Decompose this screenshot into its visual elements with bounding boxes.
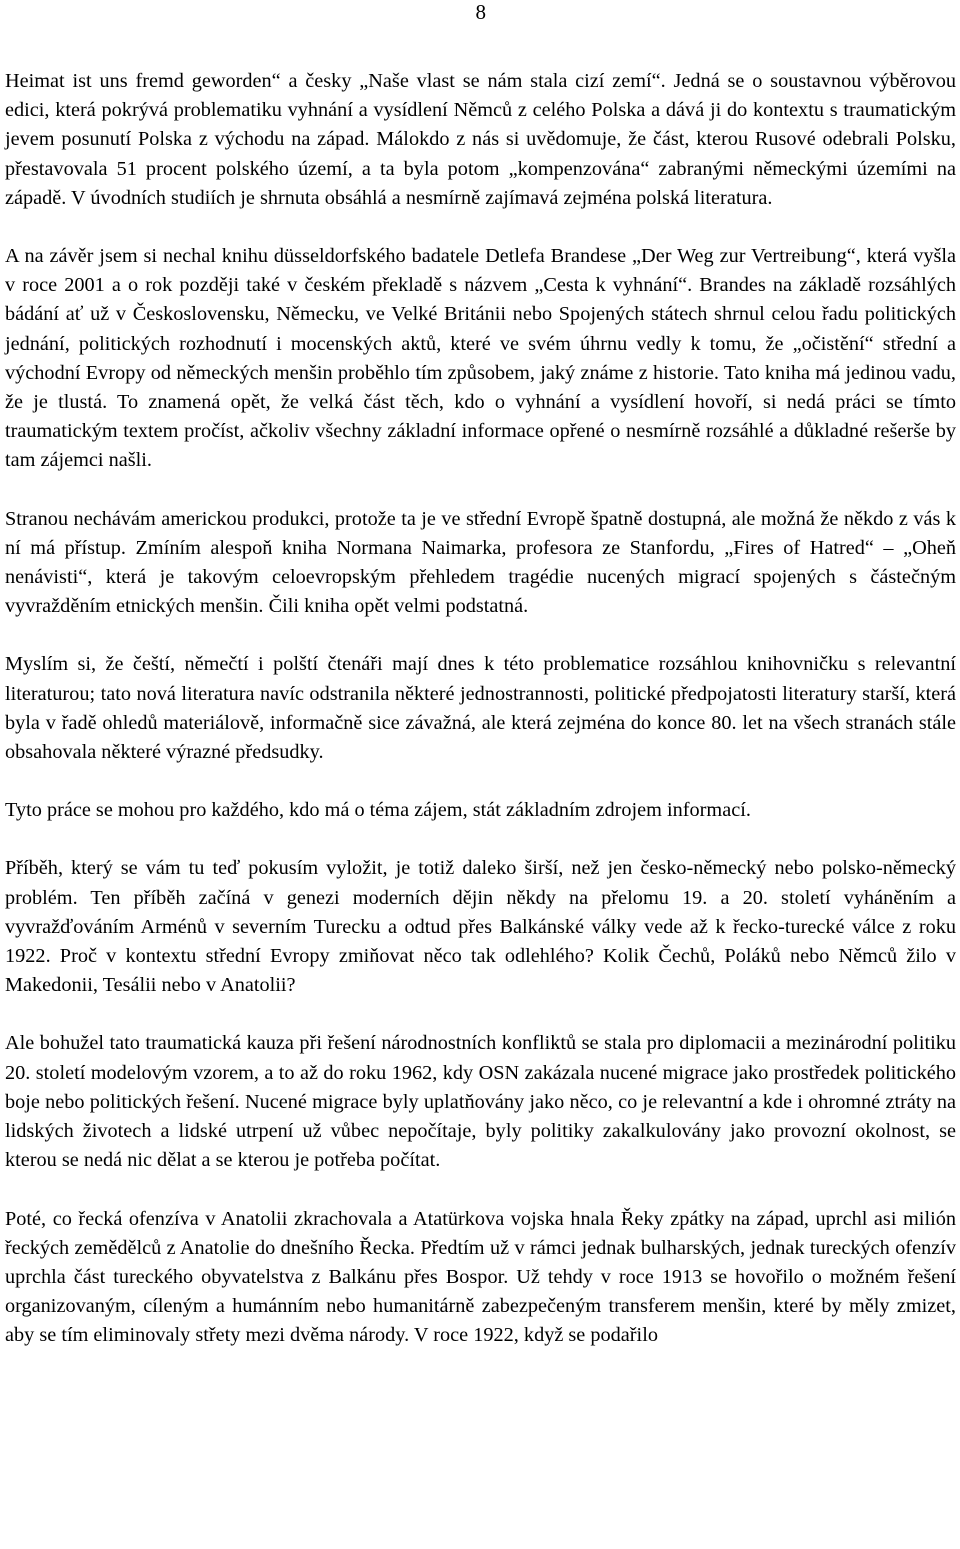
- paragraph-5: Tyto práce se mohou pro každého, kdo má o téma zájem, stát základním zdrojem informací.: [5, 799, 751, 822]
- paragraph-4: Myslím si, že čeští, němečtí i polští čtenáři mají dnes k této problematice rozsáhlou knihovničku s relevantní literaturou; tato nová literatura navíc odstranila některé jednostrannosti, politické předpojatosti literatury starší, která byla v řadě ohledů materiálově, informačně sice závažná, ale která zejména do konce 80. let na všech stranách stále obsahovala některé výrazné předsudky.: [5, 653, 956, 764]
- document-body: [5, 67, 956, 1380]
- paragraph-8: Poté, co řecká ofenzíva v Anatolii zkrachovala a Atatürkova vojska hnala Řeky zpátky na západ, uprchl asi milión řeckých zemědělců z Anatolie do dnešního Řecka. Předtím už v rámci jednak bulharských, jednak tureckých ofenzív uprchla část tureckého obyvatelstva z Balkánu přes Bospor. Už tehdy v roce 1913 se hovořilo o možném řešení organizovaným, cíleným a humánním nebo humanitárně zabezpečeným transferem menšin, které by měly zmizet, aby se tím eliminovaly střety mezi dvěma národy. V roce 1922, když se podařilo: [5, 1207, 956, 1347]
- page-number-text: 8: [475, 0, 486, 24]
- page-number: [0, 0, 960, 24]
- paragraph-6: Příběh, který se vám tu teď pokusím vyložit, je totiž daleko širší, než jen česko-německý nebo polsko-německý problém. Ten příběh začíná v genezi moderních dějin někdy na přelomu 19. a 20. století vyháněním a vyvražďováním Arménů v severním Turecku a odtud přes Balkánské války vede až k řecko-turecké válce z roku 1922. Proč v kontextu střední Evropy zmiňovat něco tak odlehlého? Kolik Čechů, Poláků nebo Němců žilo v Makedonii, Tesálii nebo v Anatolii?: [5, 857, 956, 997]
- paragraph-3: Stranou nechávám americkou produkci, protože ta je ve střední Evropě špatně dostupná, ale možná že někdo z vás k ní má přístup. Zmíním alespoň kniha Normana Naimarka, profesora ze Stanfordu, „Fires of Hatred“ – „Oheň nenávisti“, která je takovým celoevropským přehledem tragédie nucených migrací spojených s částečným vyvražděním etnických menšin. Čili kniha opět velmi podstatná.: [5, 507, 956, 618]
- paragraph-7: Ale bohužel tato traumatická kauza při řešení národnostních konfliktů se stala pro diplomacii a mezinárodní politiku 20. století modelovým vzorem, a to až do roku 1962, kdy OSN zakázala nucené migrace jako prostředek politického boje nebo politických řešení. Nucené migrace byly uplatňovány jako něco, co je relevantní a kde i ohromné ztráty na lidských životech a lidské utrpení už vůbec nepočítaje, byly politiky zakalkulovány jako provozní okolnost, se kterou se nedá nic dělat a se kterou je potřeba počítat.: [5, 1032, 956, 1172]
- paragraph-2: A na závěr jsem si nechal knihu düsseldorfského badatele Detlefa Brandese „Der Weg zur Vertreibung“, která vyšla v roce 2001 a o rok později také v českém překladě s názvem „Cesta k vyhnání“. Brandes na základě rozsáhlých bádání ať už v Československu, Německu, ve Velké Británii nebo Spojených státech shrnul celou řadu politických jednání, politických rozhodnutí i mocenských aktů, které ve svém úhrnu vedly k tomu, že „očistění“ střední a východní Evropy od německých menšin proběhlo tím způsobem, jaký známe z historie. Tato kniha má jedinou vadu, že je tlustá. To znamená opět, že velká část těch, kdo o vyhnání a vysídlení hovoří, si nedá práci se tímto traumatickým textem pročíst, ačkoliv všechny základní informace opřené o nesmírně rozsáhlé a důkladné rešerše by tam zájemci našli.: [5, 245, 956, 472]
- paragraph-1: Heimat ist uns fremd geworden“ a česky „Naše vlast se nám stala cizí zemí“. Jedná se o soustavnou výběrovou edici, která pokrývá problematiku vyhnání a vysídlení Němců z celého Polska a dává ji do kontextu s traumatickým jevem posunutí Polska z východu na západ. Málokdo z nás si uvědomuje, že část, kterou Rusové odebrali Polsku, přestavovala 51 procent polského území, a ta byla potom „kompenzována“ zabranými německými územími na západě. V úvodních studiích je shrnuta obsáhlá a nesmírně zajímavá zejména polská literatura.: [5, 70, 956, 209]
